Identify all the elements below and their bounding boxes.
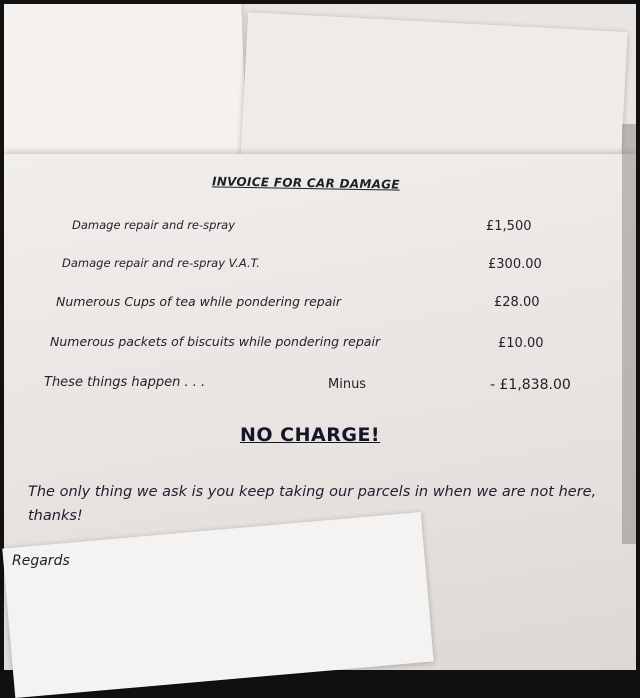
no-charge-headline: NO CHARGE!: [240, 424, 381, 446]
paper-scrap-top-left: [4, 4, 247, 173]
adjustment-label: Minus: [328, 377, 367, 392]
closing-message: The only thing we ask is you keep taking our parcels in when we are not here, thanks!: [28, 484, 597, 524]
line-item-amount: £1,500: [486, 219, 532, 234]
paper-shadow: [622, 124, 636, 544]
line-item-description: Damage repair and re-spray V.A.T.: [62, 256, 260, 270]
line-item-amount: £300.00: [488, 257, 542, 272]
signoff: Regards: [12, 553, 70, 569]
line-item-amount: £10.00: [498, 336, 544, 351]
adjustment-amount: - £1,838.00: [490, 377, 571, 393]
line-item-amount: £28.00: [494, 295, 540, 310]
invoice-title: INVOICE FOR CAR DAMAGE: [211, 174, 400, 192]
line-item-description: Numerous Cups of tea while pondering repair: [56, 294, 342, 309]
line-item-description: Numerous packets of biscuits while pondering repair: [50, 334, 381, 349]
adjustment-description: These things happen . . .: [44, 375, 206, 390]
line-item-description: Damage repair and re-spray: [72, 218, 236, 232]
